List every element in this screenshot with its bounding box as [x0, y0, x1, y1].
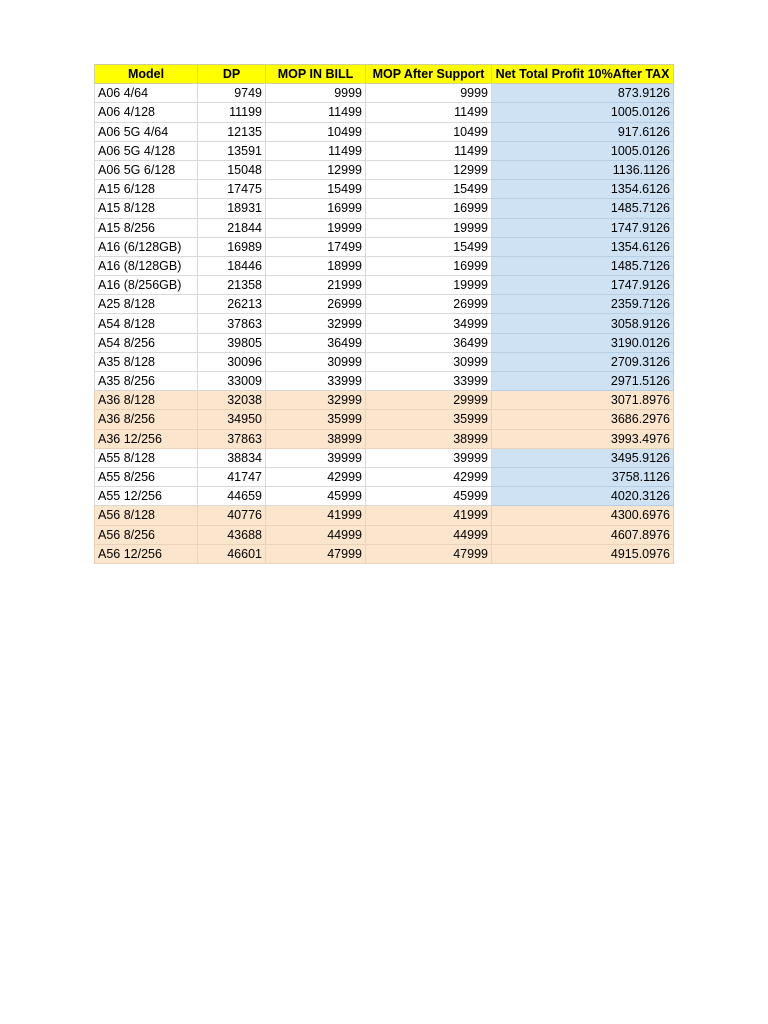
net-profit-cell: 1354.6126	[492, 237, 674, 256]
mop-after-support-cell: 42999	[366, 467, 492, 486]
table-row	[95, 487, 674, 506]
table-row	[95, 180, 674, 199]
net-profit-cell: 3071.8976	[492, 391, 674, 410]
net-profit-cell: 917.6126	[492, 122, 674, 141]
table-row	[95, 525, 674, 544]
mop-after-support-cell: 35999	[366, 410, 492, 429]
mop-after-support-cell: 45999	[366, 487, 492, 506]
header-net-total-profit: Net Total Profit 10%After TAX	[492, 65, 674, 84]
model-cell: A56 8/256	[95, 525, 198, 544]
mop-after-support-cell: 38999	[366, 429, 492, 448]
net-profit-cell: 4607.8976	[492, 525, 674, 544]
dp-cell: 32038	[198, 391, 266, 410]
table-body	[95, 84, 674, 564]
model-cell: A06 5G 4/64	[95, 122, 198, 141]
table-row	[95, 122, 674, 141]
dp-cell: 13591	[198, 141, 266, 160]
mop-after-support-cell: 47999	[366, 544, 492, 563]
dp-cell: 37863	[198, 314, 266, 333]
net-profit-cell: 3190.0126	[492, 333, 674, 352]
net-profit-cell: 3686.2976	[492, 410, 674, 429]
table-row	[95, 429, 674, 448]
dp-cell: 12135	[198, 122, 266, 141]
net-profit-cell: 1005.0126	[492, 103, 674, 122]
dp-cell: 26213	[198, 295, 266, 314]
model-cell: A54 8/128	[95, 314, 198, 333]
net-profit-cell: 2709.3126	[492, 352, 674, 371]
table-row	[95, 295, 674, 314]
dp-cell: 33009	[198, 372, 266, 391]
model-cell: A36 12/256	[95, 429, 198, 448]
dp-cell: 15048	[198, 160, 266, 179]
model-cell: A55 8/256	[95, 467, 198, 486]
mop-after-support-cell: 26999	[366, 295, 492, 314]
mop-after-support-cell: 30999	[366, 352, 492, 371]
dp-cell: 16989	[198, 237, 266, 256]
model-cell: A35 8/256	[95, 372, 198, 391]
dp-cell: 17475	[198, 180, 266, 199]
mop-in-bill-cell: 17499	[266, 237, 366, 256]
mop-after-support-cell: 36499	[366, 333, 492, 352]
model-cell: A54 8/256	[95, 333, 198, 352]
dp-cell: 44659	[198, 487, 266, 506]
mop-after-support-cell: 11499	[366, 103, 492, 122]
mop-in-bill-cell: 21999	[266, 276, 366, 295]
mop-in-bill-cell: 9999	[266, 84, 366, 103]
dp-cell: 40776	[198, 506, 266, 525]
mop-after-support-cell: 16999	[366, 199, 492, 218]
model-cell: A55 8/128	[95, 448, 198, 467]
mop-in-bill-cell: 36499	[266, 333, 366, 352]
dp-cell: 21844	[198, 218, 266, 237]
mop-after-support-cell: 44999	[366, 525, 492, 544]
net-profit-cell: 4300.6976	[492, 506, 674, 525]
table-row	[95, 333, 674, 352]
header-dp: DP	[198, 65, 266, 84]
mop-after-support-cell: 41999	[366, 506, 492, 525]
mop-in-bill-cell: 39999	[266, 448, 366, 467]
mop-after-support-cell: 12999	[366, 160, 492, 179]
dp-cell: 18931	[198, 199, 266, 218]
dp-cell: 34950	[198, 410, 266, 429]
model-cell: A06 5G 4/128	[95, 141, 198, 160]
dp-cell: 37863	[198, 429, 266, 448]
net-profit-cell: 3758.1126	[492, 467, 674, 486]
model-cell: A06 4/64	[95, 84, 198, 103]
net-profit-cell: 3058.9126	[492, 314, 674, 333]
mop-after-support-cell: 16999	[366, 256, 492, 275]
net-profit-cell: 1747.9126	[492, 276, 674, 295]
mop-after-support-cell: 9999	[366, 84, 492, 103]
dp-cell: 11199	[198, 103, 266, 122]
net-profit-cell: 3993.4976	[492, 429, 674, 448]
mop-in-bill-cell: 41999	[266, 506, 366, 525]
mop-in-bill-cell: 44999	[266, 525, 366, 544]
mop-in-bill-cell: 11499	[266, 141, 366, 160]
mop-in-bill-cell: 30999	[266, 352, 366, 371]
mop-in-bill-cell: 32999	[266, 314, 366, 333]
mop-in-bill-cell: 42999	[266, 467, 366, 486]
model-cell: A16 (8/256GB)	[95, 276, 198, 295]
mop-in-bill-cell: 16999	[266, 199, 366, 218]
model-cell: A25 8/128	[95, 295, 198, 314]
model-cell: A56 12/256	[95, 544, 198, 563]
dp-cell: 18446	[198, 256, 266, 275]
mop-after-support-cell: 11499	[366, 141, 492, 160]
table-row	[95, 410, 674, 429]
dp-cell: 43688	[198, 525, 266, 544]
table-row	[95, 391, 674, 410]
mop-in-bill-cell: 32999	[266, 391, 366, 410]
table-row	[95, 256, 674, 275]
header-row	[95, 65, 674, 84]
net-profit-cell: 1005.0126	[492, 141, 674, 160]
net-profit-cell: 1747.9126	[492, 218, 674, 237]
table-row	[95, 467, 674, 486]
model-cell: A15 8/128	[95, 199, 198, 218]
mop-in-bill-cell: 11499	[266, 103, 366, 122]
net-profit-cell: 1354.6126	[492, 180, 674, 199]
model-cell: A15 6/128	[95, 180, 198, 199]
mop-in-bill-cell: 12999	[266, 160, 366, 179]
table-row	[95, 448, 674, 467]
net-profit-cell: 3495.9126	[492, 448, 674, 467]
mop-in-bill-cell: 38999	[266, 429, 366, 448]
mop-after-support-cell: 33999	[366, 372, 492, 391]
mop-after-support-cell: 29999	[366, 391, 492, 410]
price-table	[94, 64, 674, 564]
net-profit-cell: 4915.0976	[492, 544, 674, 563]
model-cell: A06 5G 6/128	[95, 160, 198, 179]
mop-in-bill-cell: 47999	[266, 544, 366, 563]
mop-after-support-cell: 39999	[366, 448, 492, 467]
table-row	[95, 544, 674, 563]
header-mop-in-bill: MOP IN BILL	[266, 65, 366, 84]
dp-cell: 46601	[198, 544, 266, 563]
table-row	[95, 372, 674, 391]
net-profit-cell: 873.9126	[492, 84, 674, 103]
header-model: Model	[95, 65, 198, 84]
dp-cell: 30096	[198, 352, 266, 371]
table-row	[95, 314, 674, 333]
mop-in-bill-cell: 45999	[266, 487, 366, 506]
table-row	[95, 276, 674, 295]
mop-in-bill-cell: 15499	[266, 180, 366, 199]
net-profit-cell: 1485.7126	[492, 199, 674, 218]
model-cell: A55 12/256	[95, 487, 198, 506]
table-row	[95, 103, 674, 122]
mop-after-support-cell: 15499	[366, 180, 492, 199]
mop-in-bill-cell: 18999	[266, 256, 366, 275]
dp-cell: 9749	[198, 84, 266, 103]
model-cell: A16 (6/128GB)	[95, 237, 198, 256]
table-row	[95, 352, 674, 371]
mop-in-bill-cell: 35999	[266, 410, 366, 429]
mop-in-bill-cell: 10499	[266, 122, 366, 141]
mop-after-support-cell: 10499	[366, 122, 492, 141]
mop-after-support-cell: 15499	[366, 237, 492, 256]
table-row	[95, 506, 674, 525]
model-cell: A36 8/256	[95, 410, 198, 429]
dp-cell: 38834	[198, 448, 266, 467]
mop-after-support-cell: 34999	[366, 314, 492, 333]
model-cell: A15 8/256	[95, 218, 198, 237]
dp-cell: 21358	[198, 276, 266, 295]
table-row	[95, 160, 674, 179]
table-row	[95, 199, 674, 218]
model-cell: A36 8/128	[95, 391, 198, 410]
net-profit-cell: 2359.7126	[492, 295, 674, 314]
table-row	[95, 237, 674, 256]
mop-after-support-cell: 19999	[366, 218, 492, 237]
mop-in-bill-cell: 26999	[266, 295, 366, 314]
dp-cell: 41747	[198, 467, 266, 486]
header-mop-after-support: MOP After Support	[366, 65, 492, 84]
net-profit-cell: 4020.3126	[492, 487, 674, 506]
mop-in-bill-cell: 33999	[266, 372, 366, 391]
table-row	[95, 84, 674, 103]
model-cell: A56 8/128	[95, 506, 198, 525]
net-profit-cell: 1136.1126	[492, 160, 674, 179]
mop-after-support-cell: 19999	[366, 276, 492, 295]
net-profit-cell: 1485.7126	[492, 256, 674, 275]
table-row	[95, 141, 674, 160]
model-cell: A16 (8/128GB)	[95, 256, 198, 275]
model-cell: A06 4/128	[95, 103, 198, 122]
dp-cell: 39805	[198, 333, 266, 352]
model-cell: A35 8/128	[95, 352, 198, 371]
table-row	[95, 218, 674, 237]
mop-in-bill-cell: 19999	[266, 218, 366, 237]
net-profit-cell: 2971.5126	[492, 372, 674, 391]
